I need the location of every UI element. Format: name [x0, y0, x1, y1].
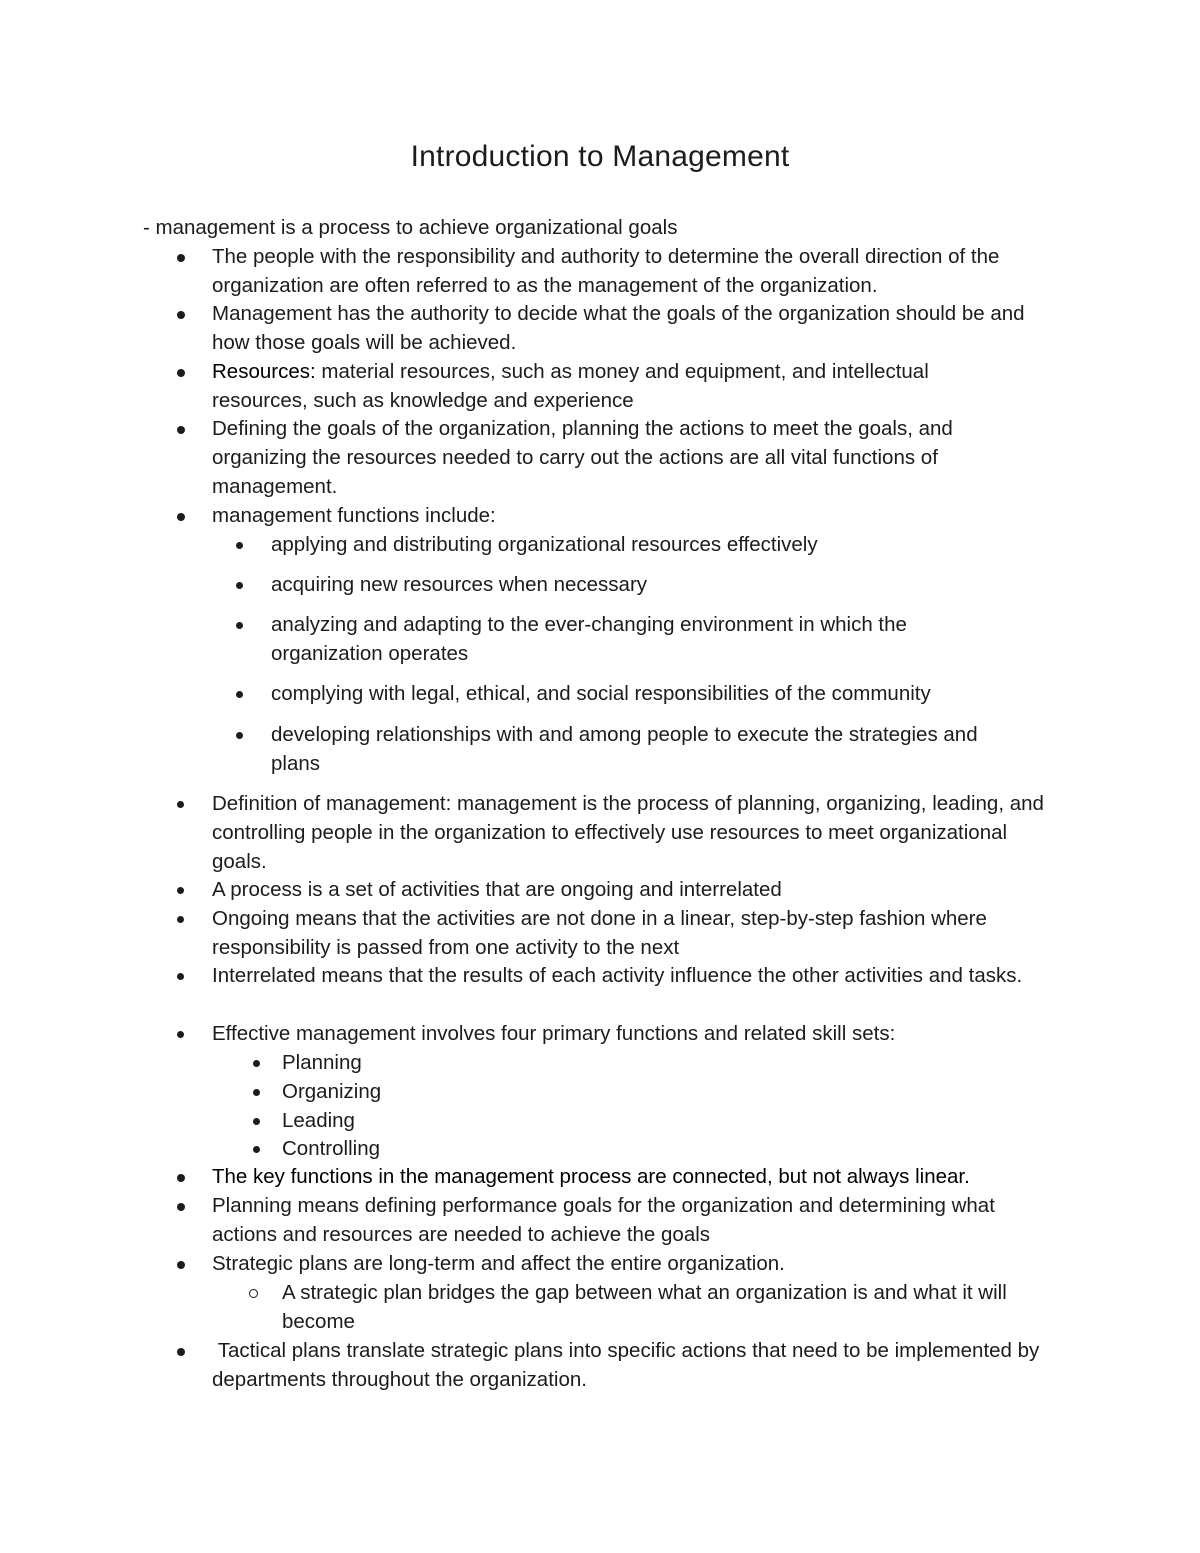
sub-list-item-text: Controlling — [282, 1137, 380, 1160]
bullet-icon — [236, 582, 243, 589]
bullet-icon — [253, 1060, 260, 1067]
bullet-icon — [253, 1089, 260, 1096]
list-item-text: Ongoing means that the activities are not done in a linear, step-by-step fashion where responsibility is passed from one activity to the next — [212, 907, 987, 959]
sub-list-item-text: developing relationships with and among people to execute the strategies and plans — [271, 723, 978, 775]
list-item-text: The people with the responsibility and authority to determine the overall direction of the organization are often referred to as the management of the organization. — [212, 245, 1000, 297]
bullet-icon — [177, 426, 185, 434]
sub-list-item-text: A strategic plan bridges the gap between what an organization is and what it will become — [282, 1281, 1007, 1333]
list-item-text: Strategic plans are long-term and affect the entire organization. — [212, 1252, 785, 1275]
list-item-text — [212, 358, 982, 416]
bullet-icon — [177, 513, 185, 521]
bullet-icon — [236, 542, 243, 549]
list-item-text: Definition of management: management is the process of planning, organizing, leading, and controlling people in the organization to effectively use resources to meet organizational goals. — [212, 792, 1044, 873]
list-item-text: Effective management involves four primary functions and related skill sets: — [212, 1022, 896, 1045]
bullet-icon — [177, 311, 185, 319]
circle-bullet-icon — [249, 1289, 258, 1298]
list-item-text: Interrelated means that the results of each activity influence the other activities and tasks. — [212, 964, 1023, 987]
bullet-icon — [236, 622, 243, 629]
bullet-icon — [177, 887, 184, 894]
bullet-icon — [236, 691, 243, 698]
list-item-text: Tactical plans translate strategic plans into specific actions that need to be implemented by departments throughout the organization. — [212, 1339, 1045, 1391]
bullet-icon — [177, 369, 185, 377]
sub-list-item-text: complying with legal, ethical, and social responsibilities of the community — [271, 682, 931, 705]
bullet-icon — [177, 1174, 185, 1182]
list-item-text: A process is a set of activities that are ongoing and interrelated — [212, 878, 782, 901]
bullet-icon — [177, 973, 184, 980]
bullet-icon — [177, 916, 184, 923]
bullet-icon — [253, 1146, 260, 1153]
list-item-text: Management has the authority to decide what the goals of the organization should be and how those goals will be achieved. — [212, 302, 1025, 354]
document-title: Introduction to Management — [410, 140, 790, 173]
sub-list-item-text: acquiring new resources when necessary — [271, 573, 648, 596]
bullet-icon — [177, 1348, 185, 1356]
bullet-icon — [177, 1261, 185, 1269]
list-item-text: Planning means defining performance goals for the organization and determining what actions and resources are needed to achieve the goals — [212, 1194, 995, 1246]
sub-list-item-text: Planning — [282, 1051, 362, 1074]
sub-list-item-text: Leading — [282, 1109, 355, 1132]
list-item-text: management functions include: — [212, 504, 496, 527]
list-item-text: The key functions in the management process are connected, but not always linear. — [212, 1165, 970, 1188]
bullet-icon — [236, 732, 243, 739]
bullet-icon — [253, 1118, 260, 1125]
sub-list-item-text: applying and distributing organizational resources effectively — [271, 533, 818, 556]
bullet-icon — [177, 254, 185, 262]
bullet-icon — [177, 1031, 184, 1038]
bullet-icon — [177, 1203, 185, 1211]
resources-text: material resources, such as money and equipment, and intellectual resources, such as knowledge and experience — [212, 360, 929, 412]
sub-list-item-text: Organizing — [282, 1080, 382, 1103]
bullet-icon — [177, 801, 184, 808]
sub-list-item-text: analyzing and adapting to the ever-changing environment in which the organization operates — [271, 613, 907, 665]
list-item-text: Defining the goals of the organization, planning the actions to meet the goals, and organizing the resources needed to carry out the actions are all vital functions of management. — [212, 417, 953, 498]
resources-label: Resources: — [212, 360, 316, 383]
intro-line: - management is a process to achieve organizational goals — [143, 216, 678, 239]
